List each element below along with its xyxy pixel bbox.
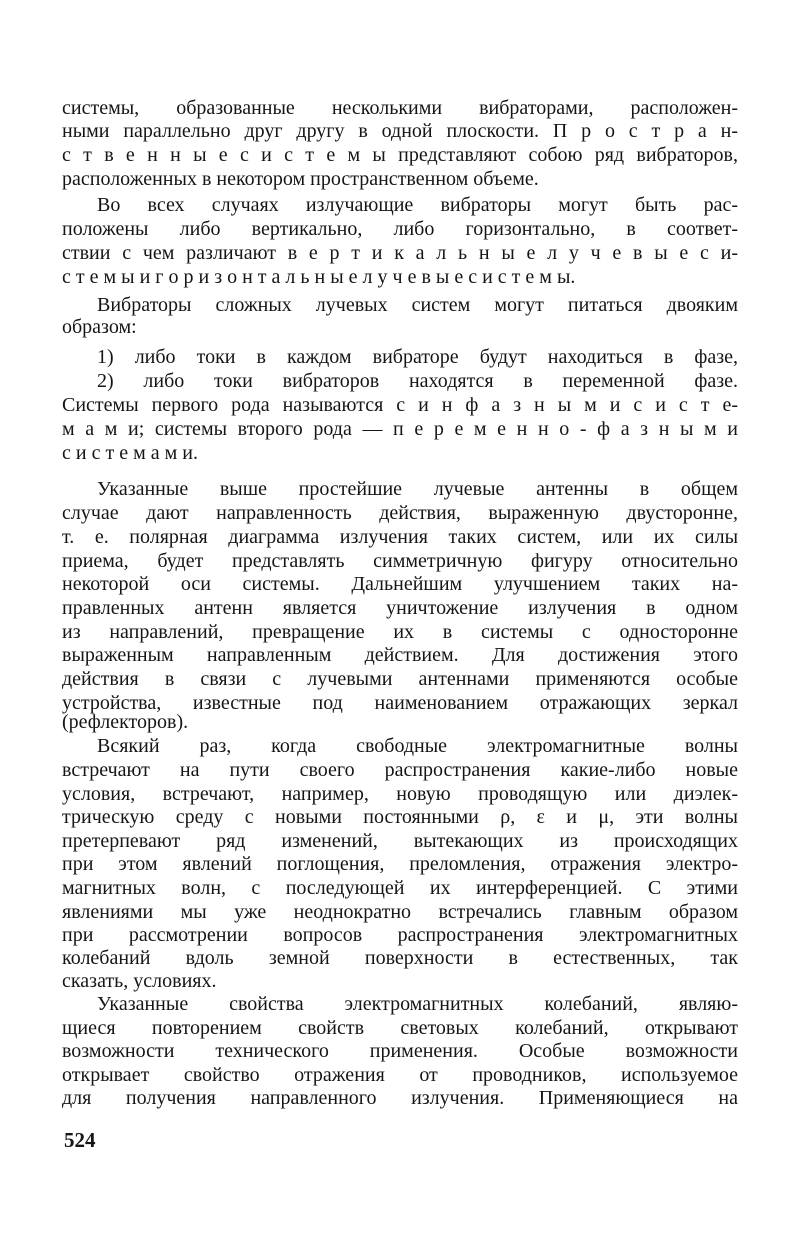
text-line: встречают на пути своего распространения какие-либо новые <box>62 759 738 781</box>
text-line: колебаний вдоль земной поверхности в естественных, так <box>62 947 738 969</box>
text-line: Системы первого рода называются с и н ф а з н ы м и с и с т е- <box>62 394 738 416</box>
text-line: претерпевают ряд изменений, вытекающих из происходящих <box>62 830 738 852</box>
text-line: (рефлекторов). <box>62 711 189 733</box>
page-number: 524 <box>64 1128 96 1152</box>
text-line: ными параллельно друг другу в одной плоскости. П р о с т р а н- <box>62 120 738 142</box>
text-line: ствии с чем различают в е р т и к а л ь н ы е л у ч е в ы е с и- <box>62 242 738 264</box>
text-line: Всякий раз, когда свободные электромагнитные волны <box>97 735 738 757</box>
text-line: 1) либо токи в каждом вибраторе будут находиться в фазе, <box>97 346 738 368</box>
text-line: Во всех случаях излучающие вибраторы могут быть рас- <box>97 194 738 216</box>
text-line: из направлений, превращение их в системы с односторонне <box>62 621 738 643</box>
text-line: расположенных в некотором пространственном объеме. <box>62 168 539 190</box>
text-line: магнитных волн, с последующей их интерференцией. С этими <box>62 877 738 899</box>
text-line: с т в е н н ы е с и с т е м ы представляют собою ряд вибраторов, <box>62 144 738 166</box>
text-line: сказать, условиях. <box>62 970 217 992</box>
text-line: условия, встречают, например, новую проводящую или диэлек- <box>62 783 738 805</box>
text-line: для получения направленного излучения. Применяющиеся на <box>62 1087 738 1109</box>
text-line: т. е. полярная диаграмма излучения таких систем, или их силы <box>62 526 738 548</box>
text-line: случае дают направленность действия, выраженную двусторонне, <box>62 502 738 524</box>
text-line: Указанные выше простейшие лучевые антенны в общем <box>97 478 738 500</box>
text-line: с т е м ы и г о р и з о н т а л ь н ы е л у ч е в ы е с и с т е м ы. <box>62 266 576 288</box>
text-line: при рассмотрении вопросов распространения электромагнитных <box>62 924 738 946</box>
text-line: 2) либо токи вибраторов находятся в переменной фазе. <box>97 370 738 392</box>
text-line: возможности технического применения. Особые возможности <box>62 1040 738 1062</box>
text-line: действия в связи с лучевыми антеннами применяются особые <box>62 668 738 690</box>
text-line: положены либо вертикально, либо горизонтально, в соответ- <box>62 218 738 240</box>
text-line: приема, будет представлять симметричную фигуру относительно <box>62 550 738 572</box>
text-line: системы, образованные несколькими вибраторами, расположен- <box>62 97 738 119</box>
text-line: с и с т е м а м и. <box>62 442 198 464</box>
text-line: выраженным направленным действием. Для достижения этого <box>62 644 738 666</box>
text-line: Указанные свойства электромагнитных колебаний, являю- <box>97 993 738 1015</box>
text-line: Вибраторы сложных лучевых систем могут питаться двояким <box>97 294 738 316</box>
text-line: явлениями мы уже неоднократно встречались главным образом <box>62 901 738 923</box>
text-line: щиеся повторением свойств световых колебаний, открывают <box>62 1017 738 1039</box>
text-line: трическую среду с новыми постоянными ρ, ε и μ, эти волны <box>62 806 738 828</box>
text-line: устройства, известные под наименованием отражающих зеркал <box>62 692 738 714</box>
text-line: правленных антенн является уничтожение излучения в одном <box>62 597 738 619</box>
text-line: образом: <box>62 316 137 338</box>
text-line: при этом явлений поглощения, преломления, отражения электро- <box>62 853 738 875</box>
text-line: открывает свойство отражения от проводников, используемое <box>62 1064 738 1086</box>
text-line: некоторой оси системы. Дальнейшим улучшением таких на- <box>62 573 738 595</box>
text-line: м а м и; системы второго рода — п е р е м е н н о - ф а з н ы м и <box>62 418 738 440</box>
